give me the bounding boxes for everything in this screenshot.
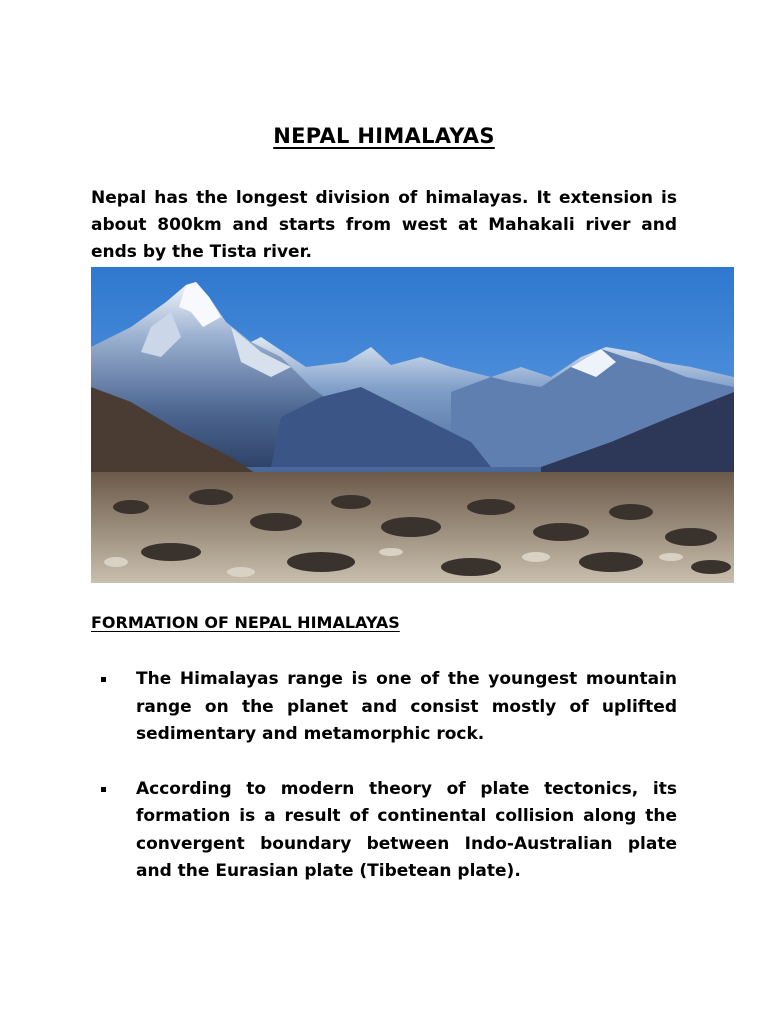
bullet-text: The Himalayas range is one of the youngest mountain range on the planet and consist mostly of uplifted sedimentary and metamorphic rock. <box>136 669 677 744</box>
intro-paragraph: Nepal has the longest division of himalayas. It extension is about 800km and starts from west at Mahakali river and ends by the Tista river. <box>91 188 677 262</box>
list-item <box>91 776 677 886</box>
page-title: NEPAL HIMALAYAS <box>273 124 495 148</box>
list-item <box>91 666 677 749</box>
himalaya-photo <box>91 267 734 583</box>
bullet-text: According to modern theory of plate tectonics, its formation is a result of continental collision along the convergent boundary between Indo-Australian plate and the Eurasian plate (Tibetean plate). <box>136 778 677 881</box>
section-heading: FORMATION OF NEPAL HIMALAYAS <box>91 613 400 632</box>
square-bullet-icon <box>101 677 106 682</box>
bullet-list <box>91 666 677 913</box>
square-bullet-icon <box>101 787 106 792</box>
